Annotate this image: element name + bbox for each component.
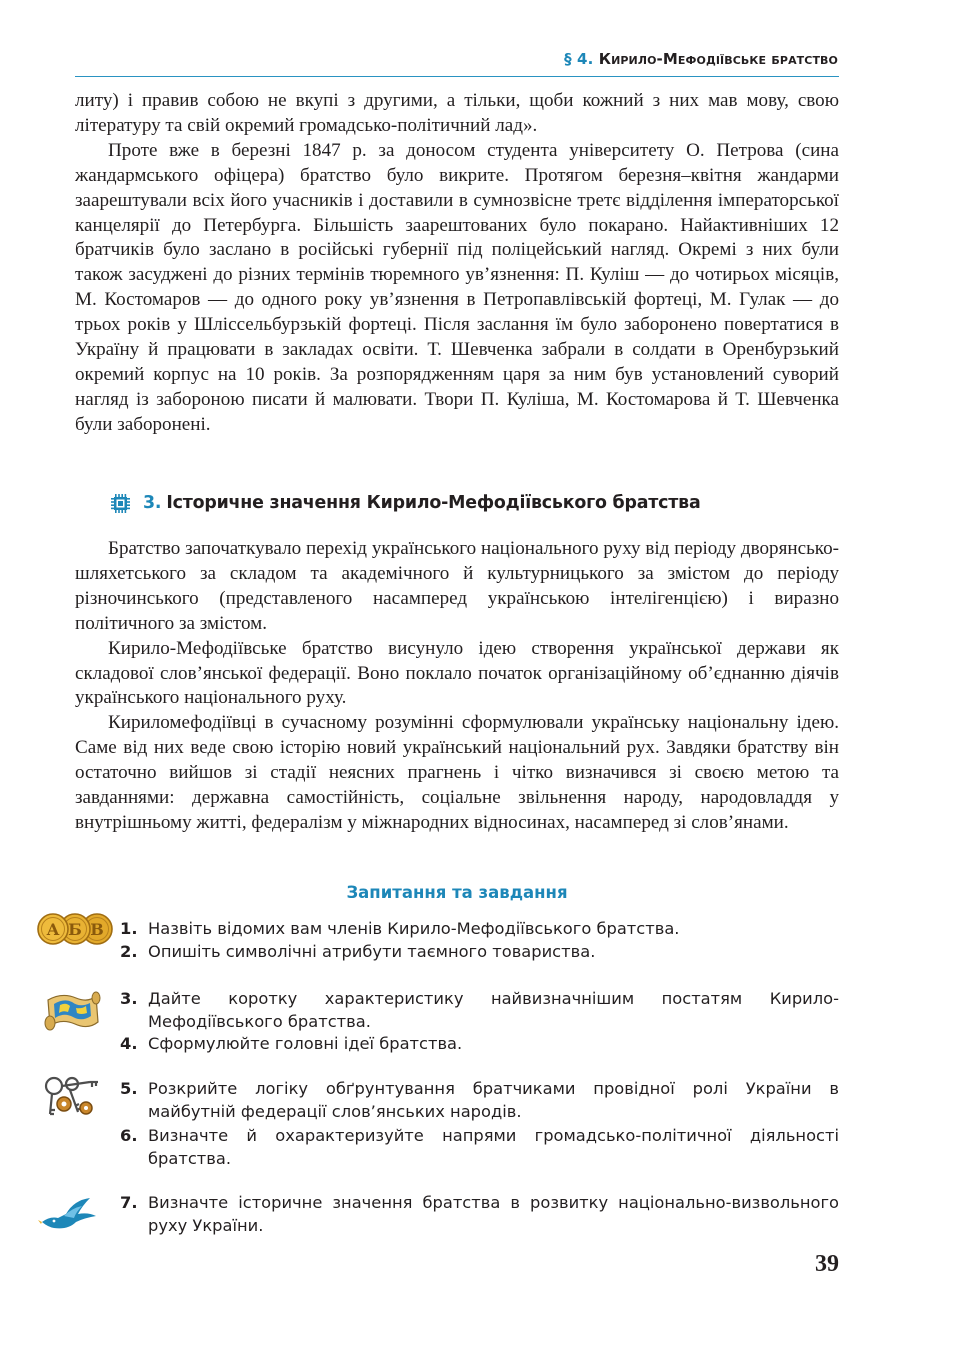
coin-letter: Б [68,920,82,939]
question-item [120,1032,839,1055]
header-section-title: Кирило-Мефодіївське братство [598,50,838,68]
question-text: Розкрийте логіку обґрунтування братчиками провідної ролі України в майбутній федерації слов’янських народів. [148,1079,839,1122]
section-text-block [75,537,839,836]
section-heading [111,493,701,513]
question-text: Дайте коротку характеристику найвизначнішим постатям Кирило-Мефодіївського братства. [148,989,839,1032]
question-number: 7. [120,1193,138,1212]
map-scroll-icon [42,990,102,1034]
coin-letter: В [90,920,104,939]
question-item [120,940,839,963]
paragraph: Кирило-Мефодіївське братство висунуло ідею створення української держави як складової слов’янської федерації. Воно поклало початок організаційному об’єднанню діячів українського національного руху. [75,637,839,709]
page-number: 39 [815,1251,839,1277]
question-item [120,1077,839,1124]
header-section-number: § 4. [564,50,594,68]
section-title: Історичне значення Кирило-Мефодіївського братства [166,493,701,513]
question-text: Визначте й охарактеризуйте напрями громадсько-політичної діяльності братства. [148,1126,839,1169]
question-number: 1. [120,919,138,938]
question-item [120,987,839,1034]
paragraph: Проте вже в березні 1847 р. за доносом студента університету О. Петрова (сина жандармського офіцера) братство було викрите. Протягом березня–квітня жандарми заарештували всіх його учасників і доставили в сумнозвісне третє відділення імператорської канцелярії до Петербурга. Більшість заарештованих було покарано. Найактивніших 12 братчиків було заслано в російські губернії під поліцейський нагляд. Окремі з них були також засуджені до різних термінів тюремного ув’язнення: П. Куліш — до чотирьох місяців, М. Костомаров — до одного року ув’язнення в Петропавлівській фортеці, М. Гулак — до трьох років у Шліссельбурзькій фортеці. Після заслання їм було заборонено повертатися в Україну й працювати в закладах освіти. Т. Шевченка забрали в солдати в Оренбурзький окремий корпус на 10 років. За розпорядженням царя за ним був установлений суворий нагляд із забороною писати й малювати. Твори П. Куліша, М. Костомарова й Т. Шевченка були заборонені. [75,139,839,435]
question-number: 2. [120,942,138,961]
question-number: 6. [120,1126,138,1145]
chip-icon [111,494,130,513]
paragraph: Кириломефодіївці в сучасному розумінні сформулювали українську національну ідею. Саме від них веде свою історію новий український національний рух. Завдяки братству він остаточно вийшов зі стадії неясних прагнень і чітко визначився зі своєю метою та завданнями: державна самостійність, соціальне звільнення народу, народовладдя у внутрішньому житті, федералізм у міжнародних відносинах, насамперед зі слов’янами. [75,712,839,833]
paragraph: литу) і правив собою не вкупі з другими, а тільки, щоби кожний з них мав мову, свою літературу та свій окремий громадсько-політичний лад». [75,90,839,136]
running-header [564,50,838,68]
section-number: 3. [143,493,162,513]
coin-letter: А [46,920,60,939]
question-item [120,917,839,940]
question-text: Визначте історичне значення братства в розвитку національно-визвольного руху України. [148,1193,839,1236]
question-item [120,1124,839,1171]
keys-icon [42,1074,104,1120]
paragraph: Братство започаткувало перехід українського національного руху від періоду дворянсько-шляхетського за складом та академічного й культурницького за змістом до періоду різночинського (представленого насамперед українською інтелігенцією) і виразно політичного за змістом. [75,538,839,634]
question-number: 5. [120,1079,138,1098]
question-text: Сформулюйте головні ідеї братства. [148,1034,463,1053]
blue-bird-icon [38,1196,98,1232]
question-number: 3. [120,989,138,1008]
header-rule [75,76,839,77]
top-text-block [75,89,839,438]
question-number: 4. [120,1034,138,1053]
question-item [120,1191,839,1238]
question-text: Опишіть символічні атрибути таємного товариства. [148,942,596,961]
questions-title: Запитання та завдання [346,883,568,902]
question-text: Назвіть відомих вам членів Кирило-Мефодіївського братства. [148,919,680,938]
abc-coins-icon [35,910,113,946]
